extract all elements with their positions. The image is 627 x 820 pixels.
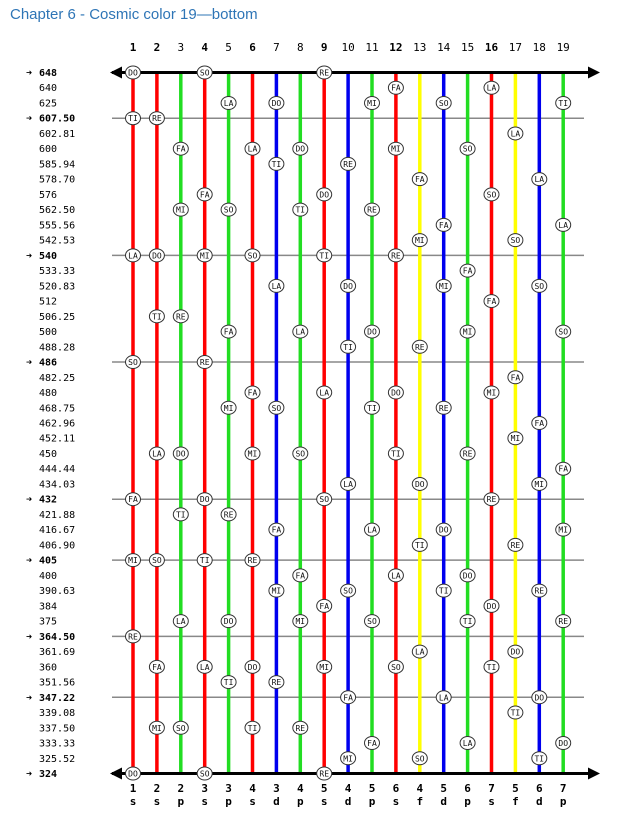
- level-label: 339.08: [39, 708, 76, 720]
- column-number: 2: [153, 41, 161, 54]
- column-type-label: f: [416, 795, 424, 808]
- note-label: LA: [295, 327, 306, 337]
- level-label: 555.56: [39, 220, 76, 232]
- note-label: RE: [128, 632, 138, 642]
- note-label: DO: [486, 601, 497, 611]
- note-label: DO: [462, 571, 473, 581]
- column-shell-label: 6: [535, 782, 543, 795]
- column-type-label: s: [488, 795, 495, 808]
- note-label: RE: [462, 449, 473, 459]
- note-label: SO: [319, 495, 330, 505]
- level-label: 482.25: [39, 372, 76, 384]
- level-label: 390.63: [39, 586, 76, 598]
- note-label: MI: [486, 388, 497, 398]
- note-label: RE: [391, 251, 401, 261]
- level-label: 361.69: [39, 647, 76, 659]
- column-shell-label: 5: [440, 782, 448, 795]
- note-label: MI: [438, 281, 449, 291]
- column-shell-label: 2: [177, 782, 185, 795]
- column-type-label: s: [153, 795, 161, 808]
- note-label: SO: [391, 662, 401, 672]
- note-label: TI: [414, 540, 425, 550]
- column-shell-label: 4: [344, 782, 352, 795]
- column-type-label: s: [201, 795, 209, 808]
- column-number: 10: [341, 41, 355, 54]
- note-label: SO: [534, 281, 545, 291]
- note-label: DO: [247, 662, 258, 672]
- column-number: 5: [225, 41, 232, 54]
- level-label: 384: [39, 601, 58, 613]
- level-label: 602.81: [39, 128, 76, 140]
- note-label: FA: [510, 373, 521, 383]
- note-label: RE: [199, 358, 210, 368]
- column-shell-label: 4: [416, 782, 424, 795]
- note-label: RE: [175, 312, 186, 322]
- column-number: 6: [249, 41, 256, 54]
- column-shell-label: 7: [488, 782, 495, 795]
- level-label: 480: [39, 388, 58, 400]
- note-label: SO: [558, 327, 569, 337]
- column-shell-label: 7: [559, 782, 567, 795]
- column-type-label: p: [296, 795, 304, 808]
- note-label: LA: [438, 693, 449, 703]
- note-label: RE: [247, 556, 258, 566]
- note-label: FA: [128, 495, 138, 505]
- note-label: LA: [247, 144, 258, 154]
- note-label: FA: [175, 144, 186, 154]
- note-label: FA: [271, 525, 282, 535]
- level-label: 351.56: [39, 677, 76, 689]
- note-label: MI: [391, 144, 401, 154]
- column-number: 9: [320, 41, 328, 54]
- column-type-label: d: [273, 795, 280, 808]
- note-label: TI: [510, 708, 521, 718]
- note-label: TI: [295, 205, 306, 215]
- note-label: SO: [175, 723, 186, 733]
- level-label: 600: [39, 144, 58, 156]
- level-label: 360: [39, 662, 58, 674]
- note-label: RE: [486, 495, 497, 505]
- level-label: 347.22: [39, 692, 76, 704]
- column-shell-label: 4: [296, 782, 304, 795]
- note-label: MI: [128, 556, 138, 566]
- column-type-label: p: [559, 795, 567, 808]
- note-label: SO: [199, 68, 210, 78]
- column-type-label: p: [368, 795, 376, 808]
- note-label: SO: [152, 556, 162, 566]
- major-level-arrow-icon: ➜: [26, 250, 33, 262]
- column-number: 3: [177, 41, 185, 54]
- level-label: 462.96: [39, 418, 76, 430]
- column-shell-label: 2: [153, 782, 161, 795]
- note-label: DO: [319, 190, 330, 200]
- note-label: TI: [534, 754, 545, 764]
- note-label: DO: [391, 388, 401, 398]
- level-label: 542.53: [39, 235, 76, 247]
- note-label: TI: [391, 449, 401, 459]
- column-number: 17: [508, 41, 523, 54]
- level-label: 512: [39, 296, 58, 308]
- level-label: 562.50: [39, 205, 76, 217]
- note-label: TI: [223, 678, 234, 688]
- note-label: MI: [343, 754, 353, 764]
- note-label: RE: [367, 205, 377, 215]
- column-number: 18: [532, 41, 546, 54]
- note-label: DO: [367, 327, 377, 337]
- column-number: 19: [556, 41, 570, 54]
- note-label: TI: [175, 510, 186, 520]
- major-level-arrow-icon: ➜: [26, 494, 33, 506]
- arrow-left-icon: [110, 768, 122, 780]
- note-label: FA: [247, 388, 258, 398]
- note-label: DO: [343, 281, 353, 291]
- note-label: LA: [462, 739, 473, 749]
- note-label: FA: [462, 266, 473, 276]
- column-number: 16: [484, 41, 499, 54]
- level-label: 540: [39, 250, 58, 262]
- note-label: TI: [343, 342, 353, 352]
- column-type-label: s: [320, 795, 328, 808]
- note-label: SO: [367, 617, 377, 627]
- note-label: RE: [295, 723, 306, 733]
- note-label: RE: [271, 678, 282, 688]
- note-label: FA: [152, 662, 162, 672]
- level-label: 452.11: [39, 433, 76, 445]
- note-label: SO: [199, 769, 210, 779]
- note-label: TI: [486, 662, 497, 672]
- note-label: LA: [223, 98, 234, 108]
- note-label: MI: [510, 434, 521, 444]
- note-label: MI: [271, 586, 282, 596]
- note-label: LA: [175, 617, 186, 627]
- note-label: RE: [152, 114, 162, 124]
- note-label: FA: [414, 175, 425, 185]
- level-label: 486: [39, 357, 58, 369]
- column-type-label: p: [225, 795, 232, 808]
- note-label: RE: [438, 403, 449, 413]
- note-label: FA: [486, 297, 497, 307]
- level-label: 406.90: [39, 540, 76, 552]
- note-label: DO: [534, 693, 545, 703]
- column-type-label: s: [249, 795, 256, 808]
- note-label: SO: [295, 449, 306, 459]
- note-label: TI: [271, 159, 282, 169]
- note-label: SO: [128, 358, 138, 368]
- note-label: LA: [486, 83, 497, 93]
- note-label: LA: [558, 220, 569, 230]
- note-label: MI: [558, 525, 569, 535]
- note-label: LA: [319, 388, 330, 398]
- column-shell-label: 3: [225, 782, 232, 795]
- level-label: 578.70: [39, 174, 76, 186]
- note-label: SO: [271, 403, 282, 413]
- column-type-label: d: [535, 795, 543, 808]
- major-level-arrow-icon: ➜: [26, 769, 33, 780]
- arrow-left-icon: [110, 67, 122, 79]
- level-label: 444.44: [39, 464, 76, 476]
- note-label: LA: [391, 571, 401, 581]
- note-label: SO: [247, 251, 258, 261]
- note-label: RE: [414, 342, 425, 352]
- level-label: 421.88: [39, 509, 76, 521]
- note-label: SO: [462, 144, 473, 154]
- note-label: DO: [438, 525, 449, 535]
- note-label: MI: [319, 662, 330, 672]
- column-shell-label: 1: [129, 782, 137, 795]
- arrow-right-icon: [588, 67, 600, 79]
- column-number: 7: [273, 41, 280, 54]
- level-label: 324: [39, 769, 58, 780]
- level-label: 434.03: [39, 479, 76, 491]
- level-label: 500: [39, 327, 58, 339]
- level-label: 506.25: [39, 311, 76, 323]
- level-label: 625: [39, 98, 58, 110]
- column-number: 12: [389, 41, 403, 54]
- level-label: 450: [39, 448, 58, 460]
- note-label: TI: [152, 312, 162, 322]
- level-label: 364.50: [39, 631, 76, 643]
- note-label: TI: [367, 403, 377, 413]
- note-label: FA: [343, 693, 353, 703]
- note-label: DO: [223, 617, 234, 627]
- note-label: FA: [319, 601, 330, 611]
- note-label: MI: [247, 449, 258, 459]
- note-label: FA: [558, 464, 569, 474]
- note-label: DO: [414, 479, 425, 489]
- note-label: FA: [223, 327, 234, 337]
- note-label: TI: [199, 556, 210, 566]
- note-label: FA: [295, 571, 306, 581]
- note-label: LA: [367, 525, 377, 535]
- note-label: MI: [534, 479, 545, 489]
- major-level-arrow-icon: ➜: [26, 631, 33, 643]
- level-label: 640: [39, 83, 58, 95]
- note-label: DO: [128, 68, 138, 78]
- note-label: SO: [414, 754, 425, 764]
- note-label: TI: [319, 251, 330, 261]
- column-type-label: f: [512, 795, 519, 808]
- note-label: MI: [462, 327, 473, 337]
- note-label: SO: [486, 190, 497, 200]
- column-number: 15: [460, 41, 475, 54]
- arrow-right-icon: [588, 768, 600, 780]
- note-label: MI: [223, 403, 234, 413]
- note-label: RE: [319, 68, 330, 78]
- column-shell-label: 3: [201, 782, 209, 795]
- note-label: TI: [558, 98, 569, 108]
- note-label: TI: [128, 114, 138, 124]
- note-label: DO: [199, 495, 210, 505]
- column-number: 14: [437, 41, 451, 54]
- column-type-label: s: [392, 795, 400, 808]
- note-label: MI: [367, 98, 377, 108]
- level-label: 585.94: [39, 159, 76, 171]
- major-level-arrow-icon: ➜: [26, 113, 33, 125]
- level-label: 607.50: [39, 113, 76, 125]
- column-shell-label: 4: [249, 782, 256, 795]
- note-label: SO: [438, 98, 449, 108]
- column-type-label: d: [440, 795, 448, 808]
- level-label: 400: [39, 570, 58, 582]
- note-label: DO: [271, 98, 282, 108]
- note-label: TI: [247, 723, 258, 733]
- column-type-label: p: [464, 795, 471, 808]
- note-label: DO: [152, 251, 162, 261]
- note-label: FA: [534, 419, 545, 428]
- level-label: 416.67: [39, 525, 76, 537]
- column-number: 11: [365, 41, 379, 54]
- column-number: 13: [413, 41, 427, 54]
- note-label: RE: [343, 159, 353, 169]
- note-label: LA: [534, 175, 545, 185]
- note-label: RE: [510, 540, 521, 550]
- level-label: 325.52: [39, 753, 76, 765]
- note-label: LA: [510, 129, 521, 139]
- column-type-label: s: [129, 795, 137, 808]
- note-label: LA: [152, 449, 162, 459]
- note-label: SO: [223, 205, 234, 215]
- note-label: LA: [199, 662, 210, 672]
- note-label: RE: [319, 769, 330, 779]
- note-label: FA: [438, 220, 449, 230]
- note-label: MI: [199, 251, 210, 261]
- column-shell-label: 6: [464, 782, 471, 795]
- major-level-arrow-icon: ➜: [26, 68, 33, 79]
- level-label: 533.33: [39, 266, 76, 278]
- note-label: MI: [152, 723, 162, 733]
- level-label: 432: [39, 494, 58, 506]
- column-shell-label: 3: [273, 782, 280, 795]
- note-label: LA: [414, 647, 425, 657]
- note-label: RE: [223, 510, 234, 520]
- level-label: 488.28: [39, 342, 76, 354]
- note-label: LA: [128, 251, 138, 261]
- note-label: RE: [558, 617, 569, 627]
- level-label: 405: [39, 555, 58, 567]
- level-label: 375: [39, 616, 58, 628]
- note-label: MI: [295, 617, 306, 627]
- note-label: MI: [175, 205, 186, 215]
- column-number: 4: [201, 41, 209, 54]
- major-level-arrow-icon: ➜: [26, 692, 33, 704]
- column-shell-label: 5: [368, 782, 376, 795]
- column-shell-label: 6: [392, 782, 400, 795]
- column-number: 8: [296, 41, 304, 54]
- major-level-arrow-icon: ➜: [26, 357, 33, 369]
- note-label: FA: [391, 83, 401, 93]
- level-label: 648: [39, 68, 58, 79]
- note-label: DO: [510, 647, 521, 657]
- column-number: 1: [129, 41, 137, 54]
- note-label: TI: [438, 586, 449, 596]
- column-type-label: d: [344, 795, 352, 808]
- column-shell-label: 5: [512, 782, 519, 795]
- page-title: Chapter 6 - Cosmic color 19—bottom: [10, 6, 258, 23]
- note-label: MI: [414, 236, 425, 246]
- column-type-label: p: [177, 795, 185, 808]
- note-label: SO: [343, 586, 353, 596]
- level-label: 520.83: [39, 281, 76, 293]
- note-label: SO: [510, 236, 521, 246]
- note-label: DO: [175, 449, 186, 459]
- major-level-arrow-icon: ➜: [26, 555, 33, 567]
- level-label: 468.75: [39, 403, 76, 415]
- column-shell-label: 5: [320, 782, 328, 795]
- note-label: TI: [462, 617, 473, 627]
- note-label: FA: [367, 739, 377, 749]
- note-label: LA: [271, 281, 282, 291]
- note-label: FA: [199, 190, 210, 200]
- note-label: DO: [558, 739, 569, 749]
- level-label: 333.33: [39, 738, 76, 750]
- note-label: LA: [343, 479, 353, 489]
- level-label: 576: [39, 189, 58, 201]
- note-label: DO: [128, 769, 138, 779]
- note-label: RE: [534, 586, 545, 596]
- level-label: 337.50: [39, 723, 76, 735]
- note-label: DO: [295, 144, 306, 154]
